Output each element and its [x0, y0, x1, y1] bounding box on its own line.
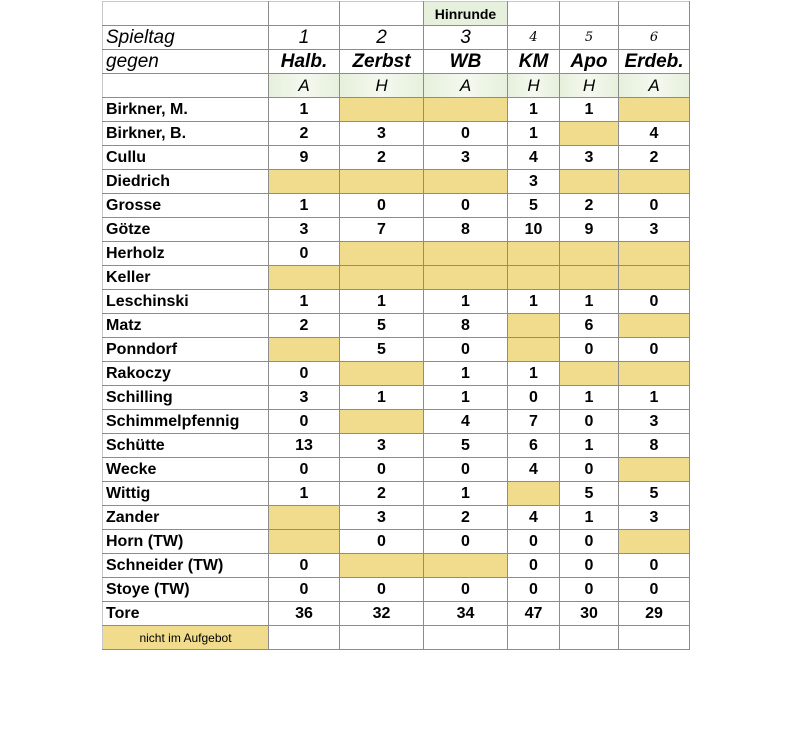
goals-cell: 1 — [560, 290, 619, 314]
absent-cell — [508, 482, 560, 506]
absent-cell — [619, 266, 690, 290]
goals-cell: 0 — [619, 338, 690, 362]
goals-cell: 3 — [269, 386, 340, 410]
absent-cell — [340, 266, 424, 290]
goals-cell: 0 — [508, 554, 560, 578]
goals-cell: 0 — [508, 578, 560, 602]
opponent-name: Apo — [560, 50, 619, 74]
goals-cell: 1 — [340, 290, 424, 314]
goals-cell: 0 — [340, 458, 424, 482]
matchday-label: Spieltag — [103, 26, 269, 50]
player-row — [103, 482, 690, 506]
absent-cell — [269, 266, 340, 290]
goals-cell: 3 — [619, 410, 690, 434]
goals-cell: 0 — [424, 122, 508, 146]
total-goals: 29 — [619, 602, 690, 626]
absent-cell — [269, 170, 340, 194]
player-name: Birkner, B. — [103, 122, 269, 146]
matchday-number: 2 — [340, 26, 424, 50]
player-row — [103, 434, 690, 458]
goals-cell: 5 — [340, 314, 424, 338]
goals-cell: 0 — [619, 554, 690, 578]
totals-row — [103, 602, 690, 626]
absent-cell — [619, 242, 690, 266]
goals-cell: 0 — [508, 386, 560, 410]
absent-cell — [424, 554, 508, 578]
goals-cell: 1 — [560, 506, 619, 530]
goals-cell: 0 — [269, 554, 340, 578]
player-row — [103, 386, 690, 410]
player-row — [103, 362, 690, 386]
opponent-label: gegen — [103, 50, 269, 74]
goals-cell: 1 — [560, 98, 619, 122]
goals-cell: 6 — [508, 434, 560, 458]
absent-cell — [619, 362, 690, 386]
absent-cell — [560, 122, 619, 146]
goals-cell: 3 — [508, 170, 560, 194]
goals-cell: 5 — [619, 482, 690, 506]
player-name: Schütte — [103, 434, 269, 458]
player-name: Götze — [103, 218, 269, 242]
player-name: Herholz — [103, 242, 269, 266]
absent-cell — [508, 266, 560, 290]
goals-cell: 1 — [619, 386, 690, 410]
empty-cell — [340, 626, 424, 650]
player-row — [103, 530, 690, 554]
goals-cell: 3 — [269, 218, 340, 242]
opponent-name: Halb. — [269, 50, 340, 74]
goals-cell: 0 — [424, 578, 508, 602]
goals-cell: 1 — [560, 434, 619, 458]
goals-cell: 4 — [508, 146, 560, 170]
absent-cell — [619, 314, 690, 338]
goals-cell: 0 — [269, 410, 340, 434]
player-name: Rakoczy — [103, 362, 269, 386]
goals-cell: 0 — [619, 578, 690, 602]
goals-cell: 8 — [424, 218, 508, 242]
player-name: Schilling — [103, 386, 269, 410]
absent-cell — [619, 458, 690, 482]
venue-cell: A — [424, 74, 508, 98]
empty-cell — [424, 626, 508, 650]
absent-cell — [269, 506, 340, 530]
absent-cell — [619, 530, 690, 554]
goals-cell: 7 — [508, 410, 560, 434]
goals-cell: 1 — [424, 290, 508, 314]
player-row — [103, 242, 690, 266]
totals-label: Tore — [103, 602, 269, 626]
goals-cell: 1 — [508, 122, 560, 146]
goals-cell: 0 — [424, 338, 508, 362]
venue-cell: H — [340, 74, 424, 98]
goals-cell: 0 — [560, 578, 619, 602]
goals-cell: 9 — [269, 146, 340, 170]
goals-cell: 0 — [619, 194, 690, 218]
absent-cell — [340, 362, 424, 386]
goals-cell: 7 — [340, 218, 424, 242]
absent-cell — [619, 170, 690, 194]
absent-cell — [340, 242, 424, 266]
matchday-number: 4 — [508, 26, 560, 50]
goals-cell: 0 — [340, 194, 424, 218]
player-row — [103, 122, 690, 146]
goals-cell: 3 — [619, 506, 690, 530]
absent-cell — [424, 266, 508, 290]
venue-cell: H — [508, 74, 560, 98]
absent-cell — [340, 98, 424, 122]
total-goals: 32 — [340, 602, 424, 626]
player-row — [103, 338, 690, 362]
goals-cell: 8 — [424, 314, 508, 338]
player-row — [103, 458, 690, 482]
absent-cell — [508, 314, 560, 338]
goals-cell: 1 — [269, 290, 340, 314]
matchday-number: 5 — [560, 26, 619, 50]
venue-cell: A — [269, 74, 340, 98]
goals-cell: 0 — [560, 530, 619, 554]
player-row — [103, 266, 690, 290]
empty-cell — [508, 626, 560, 650]
goals-cell: 2 — [560, 194, 619, 218]
goals-cell: 1 — [508, 362, 560, 386]
goals-cell: 1 — [269, 482, 340, 506]
opponent-row — [103, 50, 690, 74]
absent-cell — [340, 170, 424, 194]
goals-cell: 8 — [619, 434, 690, 458]
goals-cell: 0 — [560, 338, 619, 362]
goals-cell: 0 — [424, 458, 508, 482]
goals-cell: 3 — [560, 146, 619, 170]
goals-cell: 1 — [424, 482, 508, 506]
player-row — [103, 146, 690, 170]
goals-cell: 4 — [424, 410, 508, 434]
player-name: Grosse — [103, 194, 269, 218]
goals-cell: 1 — [269, 98, 340, 122]
empty-cell — [269, 2, 340, 26]
goals-cell: 2 — [340, 146, 424, 170]
venue-cell: A — [619, 74, 690, 98]
goals-cell: 1 — [269, 194, 340, 218]
absent-cell — [340, 554, 424, 578]
empty-cell — [560, 626, 619, 650]
player-name: Diedrich — [103, 170, 269, 194]
venue-row — [103, 74, 690, 98]
goals-cell: 1 — [340, 386, 424, 410]
player-name: Cullu — [103, 146, 269, 170]
matchday-number: 3 — [424, 26, 508, 50]
player-name: Ponndorf — [103, 338, 269, 362]
player-name: Stoye (TW) — [103, 578, 269, 602]
goals-cell: 5 — [508, 194, 560, 218]
player-name: Schneider (TW) — [103, 554, 269, 578]
goals-cell: 1 — [424, 362, 508, 386]
goals-table — [102, 1, 690, 650]
player-row — [103, 506, 690, 530]
player-row — [103, 218, 690, 242]
absent-cell — [560, 362, 619, 386]
round-row — [103, 2, 690, 26]
goals-cell: 0 — [269, 242, 340, 266]
player-row — [103, 578, 690, 602]
empty-cell — [619, 626, 690, 650]
absent-cell — [560, 242, 619, 266]
empty-cell — [269, 626, 340, 650]
absent-cell — [508, 242, 560, 266]
player-row — [103, 554, 690, 578]
goals-cell: 0 — [560, 458, 619, 482]
player-row — [103, 314, 690, 338]
player-row — [103, 98, 690, 122]
absent-cell — [424, 242, 508, 266]
absent-cell — [269, 530, 340, 554]
goals-cell: 0 — [269, 578, 340, 602]
goals-cell: 0 — [269, 458, 340, 482]
goals-cell: 5 — [340, 338, 424, 362]
goals-cell: 1 — [424, 386, 508, 410]
player-row — [103, 410, 690, 434]
player-name: Matz — [103, 314, 269, 338]
goals-cell: 0 — [340, 530, 424, 554]
total-goals: 34 — [424, 602, 508, 626]
opponent-name: KM — [508, 50, 560, 74]
venue-cell: H — [560, 74, 619, 98]
goals-cell: 0 — [560, 410, 619, 434]
absent-cell — [340, 410, 424, 434]
goals-cell: 0 — [269, 362, 340, 386]
player-row — [103, 194, 690, 218]
goals-cell: 2 — [269, 314, 340, 338]
goals-cell: 0 — [340, 578, 424, 602]
opponent-name: WB — [424, 50, 508, 74]
empty-cell — [340, 2, 424, 26]
opponent-name: Zerbst — [340, 50, 424, 74]
goals-cell: 2 — [269, 122, 340, 146]
goals-cell: 2 — [424, 506, 508, 530]
goals-cell: 3 — [340, 434, 424, 458]
goals-cell: 1 — [508, 290, 560, 314]
absent-cell — [269, 338, 340, 362]
goals-cell: 1 — [508, 98, 560, 122]
player-name: Wittig — [103, 482, 269, 506]
player-name: Schimmelpfennig — [103, 410, 269, 434]
absent-cell — [560, 266, 619, 290]
opponent-name: Erdeb. — [619, 50, 690, 74]
goals-cell: 0 — [619, 290, 690, 314]
player-name: Zander — [103, 506, 269, 530]
empty-cell — [619, 2, 690, 26]
player-name: Wecke — [103, 458, 269, 482]
absent-cell — [508, 338, 560, 362]
goals-cell: 3 — [340, 122, 424, 146]
goals-cell: 2 — [619, 146, 690, 170]
player-row — [103, 170, 690, 194]
round-label: Hinrunde — [424, 2, 508, 26]
total-goals: 30 — [560, 602, 619, 626]
player-row — [103, 290, 690, 314]
empty-cell — [560, 2, 619, 26]
legend-row — [103, 626, 690, 650]
goals-cell: 10 — [508, 218, 560, 242]
total-goals: 47 — [508, 602, 560, 626]
empty-cell — [508, 2, 560, 26]
matchday-number: 1 — [269, 26, 340, 50]
empty-cell — [103, 2, 269, 26]
player-name: Leschinski — [103, 290, 269, 314]
absent-cell — [560, 170, 619, 194]
goals-cell: 5 — [560, 482, 619, 506]
goals-cell: 13 — [269, 434, 340, 458]
goals-cell: 3 — [424, 146, 508, 170]
empty-cell — [103, 74, 269, 98]
goals-cell: 3 — [619, 218, 690, 242]
total-goals: 36 — [269, 602, 340, 626]
goals-cell: 0 — [560, 554, 619, 578]
absent-cell — [619, 98, 690, 122]
goals-cell: 0 — [424, 530, 508, 554]
player-name: Horn (TW) — [103, 530, 269, 554]
absent-cell — [424, 170, 508, 194]
goals-cell: 4 — [508, 458, 560, 482]
goals-cell: 0 — [508, 530, 560, 554]
goals-cell: 2 — [340, 482, 424, 506]
legend-absent: nicht im Aufgebot — [103, 626, 269, 650]
goals-cell: 9 — [560, 218, 619, 242]
matchday-row — [103, 26, 690, 50]
goals-cell: 0 — [424, 194, 508, 218]
goals-cell: 6 — [560, 314, 619, 338]
goals-cell: 5 — [424, 434, 508, 458]
goals-cell: 4 — [619, 122, 690, 146]
goals-cell: 4 — [508, 506, 560, 530]
player-name: Keller — [103, 266, 269, 290]
goals-cell: 1 — [560, 386, 619, 410]
absent-cell — [424, 98, 508, 122]
player-name: Birkner, M. — [103, 98, 269, 122]
goals-cell: 3 — [340, 506, 424, 530]
matchday-number: 6 — [619, 26, 690, 50]
